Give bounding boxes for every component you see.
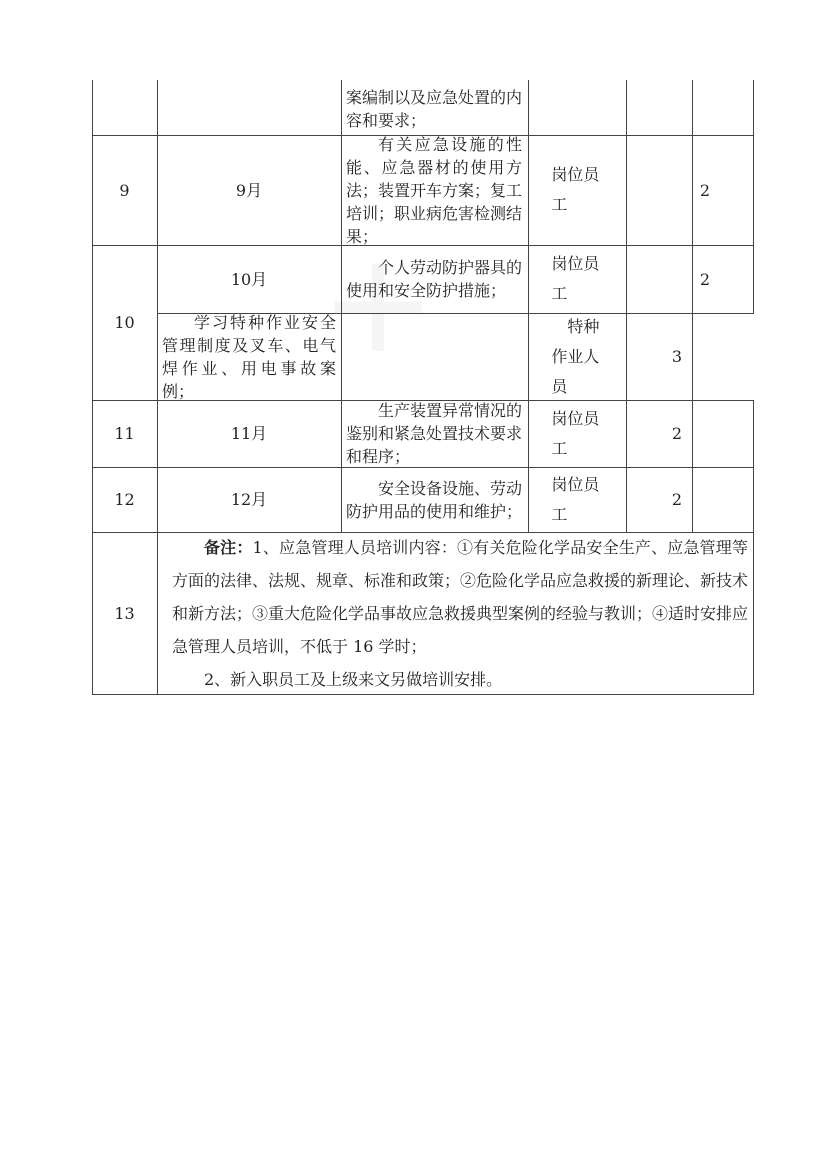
- remarks: [172, 531, 748, 696]
- table-row: [346, 84, 522, 134]
- row-number: 12: [114, 490, 135, 509]
- training-hours: 3: [671, 347, 682, 366]
- remarks-item-1: [172, 531, 748, 663]
- training-content-cell: [346, 400, 522, 467]
- remarks-item-2: 2、新入职员工及上级来文另做培训安排。: [204, 670, 503, 689]
- training-content: 个人劳动防护器具的使用和安全防护措施；: [346, 258, 523, 300]
- row-number: 10: [114, 313, 135, 332]
- training-target-cell: [528, 467, 626, 532]
- col-divider: [341, 80, 342, 532]
- training-target: 岗位员工: [551, 408, 600, 458]
- training-target-cell: [528, 245, 626, 313]
- training-target: 岗位员工: [551, 474, 600, 524]
- remarks-label: 备注：: [204, 538, 253, 557]
- training-hours: 2: [671, 424, 682, 443]
- training-target-cell: [528, 313, 626, 400]
- training-content: 有关应急设施的性能、应急器材的使用方法；装置开车方案；复工培训；职业病危害检测结果；: [346, 134, 523, 246]
- training-content: 安全设备设施、劳动防护用品的使用和维护；: [346, 478, 523, 521]
- remarks-text-1: 1、应急管理人员培训内容：①有关危险化学品安全生产、应急管理等方面的法律、法规、规章、标准和政策；②危险化学品应急救援的新理论、新技术和新方法；③重大危险化学品事故应急救援典型案例的经验与教训；④适时安排应急管理人员培训，不低于 16 学时；: [172, 538, 749, 656]
- training-target: 岗位员工: [551, 254, 600, 303]
- training-month: 10月: [230, 269, 268, 289]
- training-content-cell: [346, 467, 522, 532]
- row-divider: [692, 400, 754, 401]
- training-target: 特种作业人员: [551, 316, 600, 396]
- row-number: 13: [114, 603, 135, 623]
- training-hours: 2: [699, 269, 710, 289]
- training-target-cell: [528, 135, 626, 245]
- training-month: 12月: [230, 490, 268, 509]
- training-content: 学习特种作业安全管理制度及叉车、电气焊作业、用电事故案例；: [162, 312, 336, 401]
- training-month: 11月: [230, 424, 268, 443]
- training-hours: 2: [671, 490, 682, 509]
- training-content-cell: [162, 313, 336, 400]
- training-target: 岗位员工: [551, 165, 600, 214]
- row-number: 9: [119, 180, 130, 200]
- col-divider: [753, 400, 754, 695]
- training-hours: 2: [699, 180, 710, 200]
- training-content-cell: [346, 245, 522, 313]
- training-content-cell: [346, 135, 522, 245]
- training-content: 案编制以及应急处置的内容和要求；: [346, 88, 523, 130]
- col-divider: [753, 80, 754, 314]
- training-target-cell: [528, 400, 626, 467]
- training-month: 9月: [235, 180, 263, 200]
- training-content: 生产装置异常情况的鉴别和紧急处置技术要求和程序；: [346, 401, 523, 466]
- row-number: 11: [114, 424, 135, 443]
